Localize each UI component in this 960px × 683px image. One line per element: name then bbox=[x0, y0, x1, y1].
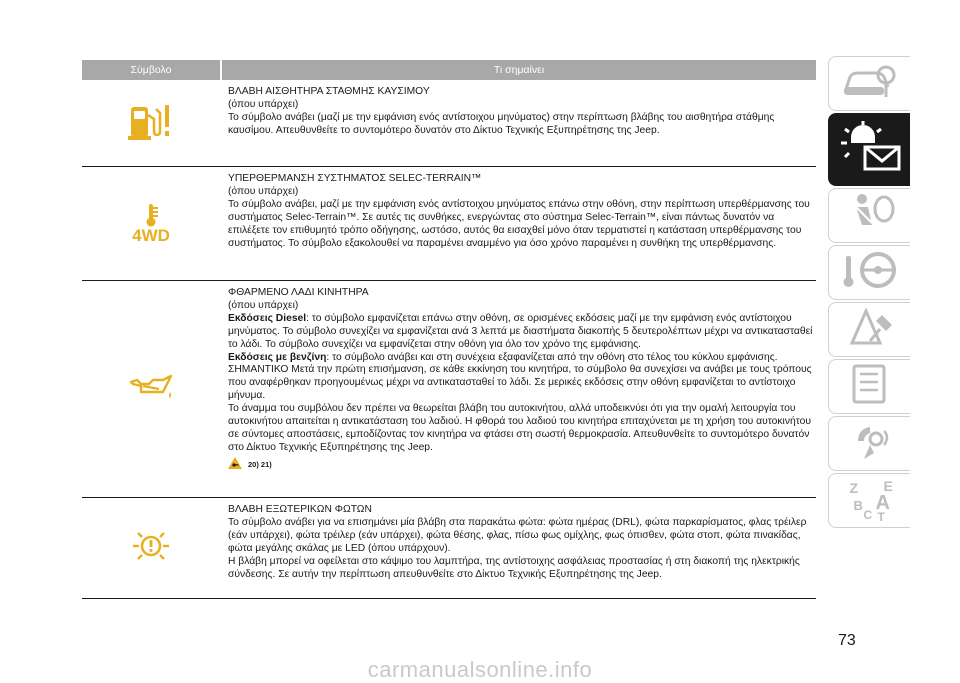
table-row bbox=[82, 80, 816, 167]
chapter-tabs bbox=[828, 56, 910, 530]
index-letter: Z bbox=[849, 479, 859, 496]
row-title: ΥΠΕΡΘΕΡΜΑΝΣΗ ΣΥΣΤΗΜΑΤΟΣ SELEC-TERRAIN™ bbox=[228, 173, 482, 184]
maintenance-checklist-icon bbox=[840, 362, 900, 411]
tab-emergency[interactable] bbox=[828, 302, 910, 357]
row-subtitle: (όπου υπάρχει) bbox=[228, 185, 299, 197]
exterior-light-failure-icon bbox=[131, 528, 171, 569]
tab-driving[interactable] bbox=[828, 245, 910, 300]
car-key-icon bbox=[840, 61, 900, 106]
table-row bbox=[82, 498, 816, 599]
symbol-cell bbox=[82, 281, 220, 497]
tab-car-key[interactable] bbox=[828, 56, 910, 111]
description-cell bbox=[222, 167, 816, 280]
symbol-cell bbox=[82, 167, 220, 280]
reference-line bbox=[228, 457, 816, 474]
warning-light-message-icon bbox=[837, 119, 903, 180]
index-letter: C bbox=[863, 507, 873, 522]
row-title: ΦΘΑΡΜΕΝΟ ΛΑΔΙ ΚΙΝΗΤΗΡΑ bbox=[228, 287, 369, 298]
breakdown-triangle-icon bbox=[840, 305, 900, 354]
symbol-cell bbox=[82, 498, 220, 598]
index-letters-icon bbox=[840, 478, 900, 524]
degraded-oil-icon bbox=[129, 372, 173, 407]
description-cell bbox=[222, 498, 816, 598]
4wd-overheat-icon bbox=[132, 203, 170, 245]
petrol-paragraph bbox=[228, 352, 816, 365]
warning-triangle-icon bbox=[228, 457, 242, 474]
row-body: Το σύμβολο ανάβει (μαζί με την εμφάνιση ενός αντίστοιχου μηνύματος) στην περίπτωση βλάβης του αισθητήρα στάθμης καυσίμου. Απευθυνθείτε το συντομότερο δυνατόν στο Δίκτυο Τεχνικής Εξυπηρέτησης της Jeep. bbox=[228, 111, 775, 136]
row-subtitle: (όπου υπάρχει) bbox=[228, 299, 299, 311]
index-letter: A bbox=[875, 491, 890, 514]
index-letter: B bbox=[853, 497, 863, 513]
tab-maintenance[interactable] bbox=[828, 359, 910, 414]
row-body-2: Η βλάβη μπορεί να οφείλεται στο κάψιμο του λαμπτήρα, της αντίστοιχης ασφάλειας προστασίας ή στη διακοπή της ηλεκτρικής σύνδεσης. Σε αυτήν την περίπτωση απευθυνθείτε στο Δίκτυο Τεχνικής Εξυπηρέτησης της Jeep. bbox=[228, 555, 800, 580]
row-body: Το σύμβολο ανάβει, μαζί με την εμφάνιση ενός αντίστοιχου μηνύματος επάνω στην οθόνη, στην περίπτωση υπερθέρμανσης του συστήματος Selec-Terrain™. Σε αυτές τις συνθήκες, ενεργώντας στο σύστημα Selec-Terrain™, είναι πάντως δυνατόν να επιλέξετε τον επιθυμητό τρόπο οδήγησης, ωστόσο, αυτός θα εισαχθεί μόνο όταν τερματιστεί η κατάσταση υπερθέρμανσης του συστήματος. Το σύμβολο εξακολουθεί να παραμένει αναμμένο για όσο χρόνο παραμένει η συνθήκη της υπερθέρμανσης. bbox=[228, 198, 810, 249]
tab-index[interactable] bbox=[828, 473, 910, 528]
important-paragraph: ΣΗΜΑΝΤΙΚΟ Μετά την πρώτη επισήμανση, σε κάθε εκκίνηση του κινητήρα, το σύμβολο θα συνεχίσει να ανάβει με τους τρόπους που αναφέρθηκαν προηγουμένως μέχρι να αντικατασταθεί το λάδι. Σε μερικές εκδόσεις στην οθόνη εμφανίζεται το αντίστοιχο μήνυμα. bbox=[228, 364, 812, 402]
row-subtitle: (όπου υπάρχει) bbox=[228, 98, 299, 110]
symbol-cell bbox=[82, 80, 220, 166]
tab-multimedia[interactable] bbox=[828, 416, 910, 471]
row-title: ΒΛΑΒΗ ΕΞΩΤΕΡΙΚΩΝ ΦΩΤΩΝ bbox=[228, 504, 372, 515]
header-meaning: Τι σημαίνει bbox=[222, 60, 816, 80]
description-cell bbox=[222, 281, 816, 497]
table-row bbox=[82, 167, 816, 281]
row-body: Το σύμβολο ανάβει για να επισημάνει μία βλάβη στα παρακάτω φώτα: φώτα ημέρας (DRL), φώτα παρκαρίσματος, φλας τρέιλερ (εάν υπάρχει), φώτα τρέιλερ (εάν υπάρχει), φώτα θέσης, φλας, πίσω φως ομίχλης, φως όπισθεν, φώτα στοπ, φώτα πινακίδας, φώτα μεγάλης σκάλας με LED (όπου υπάρχουν). bbox=[228, 516, 807, 554]
note-paragraph: Το άναμμα του συμβόλου δεν πρέπει να θεωρείται βλάβη του αυτοκινήτου, αλλά υποδεικνύει ότι για την ομαλή λειτουργία του αυτοκινήτου απαιτείται η αντικατάσταση του λαδιού. Η φθορά του λαδιού του κινητήρα επιταχύνεται με τη χρήση του αυτοκινήτου σε σύντομες αποστάσεις, εμποδίζοντας τον κινητήρα να φτάσει στη σωστή θερμοκρασία. Απευθυνθείτε το συντομότερο δυνατόν στο Δίκτυο Τεχνικής Εξυπηρέτησης της Jeep. bbox=[228, 403, 811, 453]
multimedia-icon bbox=[840, 419, 900, 468]
table-header bbox=[82, 60, 816, 80]
seatbelt-airbag-icon bbox=[842, 191, 898, 240]
description-cell bbox=[222, 80, 816, 166]
watermark: carmanualsonline.info bbox=[367, 657, 593, 682]
page-number: 73 bbox=[838, 632, 856, 649]
warning-lights-table bbox=[82, 60, 816, 599]
petrol-label: Εκδόσεις με βενζίνη bbox=[228, 351, 327, 363]
diesel-label: Εκδόσεις Diesel bbox=[228, 312, 307, 324]
index-letter: T bbox=[877, 509, 885, 524]
header-symbol: Σύμβολο bbox=[82, 60, 220, 80]
4wd-label: 4WD bbox=[132, 225, 170, 245]
row-title: ΒΛΑΒΗ ΑΙΣΘΗΤΗΡΑ ΣΤΑΘΜΗΣ ΚΑΥΣΙΜΟΥ bbox=[228, 86, 430, 97]
diesel-text: : το σύμβολο εμφανίζεται επάνω στην οθόνη, σε ορισμένες εκδόσεις μαζί με την εμφάνιση ενός αντίστοιχου μηνύματος. Το σύμβολο συνεχίζει να εμφανίζεται ανά 3 λεπτά με διαστήματα διακοπής 5 δευτερολέπτων μέχρι να αντικατασταθεί το λάδι. Το σύμβολο συνεχίζει να εμφανίζεται στην οθόνη για όλο τον χρόνο της εμφάνισης. bbox=[228, 312, 813, 350]
steering-wheel-icon bbox=[840, 248, 900, 297]
tab-warning-lights[interactable] bbox=[828, 113, 910, 186]
table-row bbox=[82, 281, 816, 498]
fuel-system-warning-icon bbox=[128, 101, 174, 146]
tab-safety[interactable] bbox=[828, 188, 910, 243]
diesel-paragraph bbox=[228, 313, 816, 352]
petrol-text: : το σύμβολο ανάβει και στη συνέχεια εξαφανίζεται από την οθόνη στο τέλος του κύκλου εμφάνισης. bbox=[326, 351, 778, 363]
index-letter: E bbox=[883, 477, 893, 494]
reference-numbers: 20) 21) bbox=[248, 459, 272, 469]
